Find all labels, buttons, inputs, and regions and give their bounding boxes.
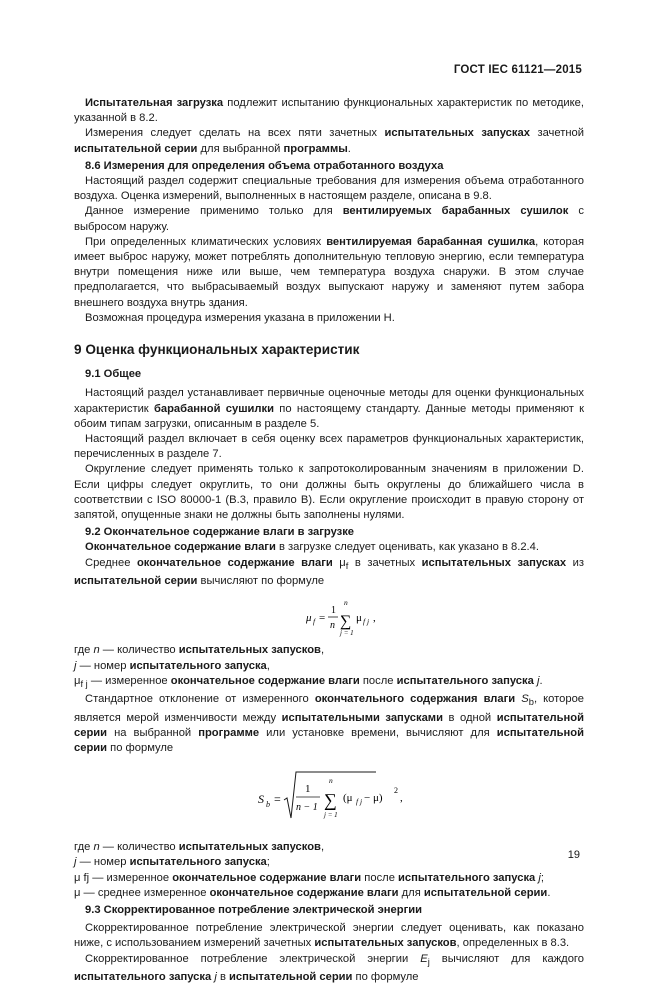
sum-upper: n (329, 776, 333, 786)
formula-lhs: S (258, 792, 264, 807)
formula-lhs-sub: b (266, 800, 270, 810)
standard-code: ГОСТ IEC 61121—2015 (453, 64, 582, 76)
formula-term-sub: f j (363, 617, 370, 627)
where-line: j — номер испытательного запуска; (74, 856, 270, 869)
formula-equals: = (274, 792, 281, 807)
page-body (74, 96, 584, 985)
formula-numerator: 1 (331, 605, 336, 617)
paragraph: Настоящий раздел устанавливает первичные оценочные методы для оценки функциональных характеристик барабанной сушилки по настоящему стандарту. Данные методы применяют к обоим типам загрузки, описанным в разделе 5. (74, 387, 584, 430)
formula-term-rest: − μ) (364, 792, 383, 805)
paragraph: Настоящий раздел содержит специальные требования для измерения объема отработанного воздуха. Оценка измерений, выполненных в настоящем разделе, описана в 9.8. (74, 175, 584, 203)
where-line: μ fj — измеренное окончательное содержание влаги после испытательного запуска j; (74, 871, 544, 884)
formula-exponent: 2 (394, 786, 398, 796)
where-line: где n — количество испытательных запусков, (74, 841, 325, 854)
formula-denominator: n − 1 (296, 802, 318, 814)
section-heading-9-1: 9.1 Общее (85, 368, 142, 381)
formula-term: μ (356, 612, 362, 625)
formula-comma: , (373, 612, 376, 625)
paragraph: При определенных климатических условиях вентилируемая барабанная сушилка, которая имеет выброс наружу, может потреблять дополнительную тепловую энергию, если температура внутри помещения ниже или выше, чем температура воздуха снаружи. В этом случае предполагается, что выбрасываемый воздух выпускают наружу и заменяют путем забора внешнего воздуха внутрь здания. (74, 235, 585, 309)
paragraph: Настоящий раздел включает в себя оценку всех параметров функциональных характеристик, перечисленных в разделе 7. (74, 433, 584, 461)
section-heading-9-3: 9.3 Скорректированное потребление электрической энергии (85, 904, 422, 917)
sum-upper: n (344, 598, 348, 608)
page-number: 19 (567, 849, 580, 861)
paragraph: Испытательная загрузка подлежит испытанию функциональных характеристик по методике, указанной в 8.2. (74, 97, 585, 125)
where-line: j — номер испытательного запуска, (74, 659, 270, 672)
formula-std-deviation (74, 770, 584, 824)
paragraph: Измерения следует сделать на всех пяти зачетных испытательных запусках зачетной испытательной серии для выбранной программы. (74, 127, 584, 155)
formula-mean-moisture (74, 595, 584, 639)
sum-lower: j = 1 (340, 629, 354, 638)
paragraph: Скорректированное потребление электрической энергии следует оценивать, как показано ниже, с использованием измерений зачетных испытательных запусков, определенных в 8.3. (74, 922, 584, 950)
formula-denominator: n (330, 620, 335, 632)
where-line: $\mu_{f j}$ — измеренное окончательное содержание влаги после испытательного запуска j. (74, 674, 543, 689)
paragraph: Возможная процедура измерения указана в приложении Н. (85, 311, 395, 324)
formula-lhs-sub: f (313, 617, 316, 627)
sum-lower: j = 1 (324, 811, 338, 820)
paragraph: Среднее окончательное содержание влаги $\mu_f$ в зачетных испытательных запусках из испытательной серии вычисляют по формуле (74, 556, 584, 588)
paragraph: Стандартное отклонение от измеренного окончательного содержания влаги $S_b$, которое является мерой изменчивости между испытательными запусками в одной испытательной серии на выбранной программе или установке времени, вычисляют для испытательной серии по формуле (74, 693, 585, 755)
sum-sign: ∑ (324, 790, 337, 811)
where-line: где n — количество испытательных запусков, (74, 644, 325, 657)
formula-term: (μ (343, 792, 353, 805)
section-heading-9: 9 Оценка функциональных характеристик (74, 342, 360, 358)
sum-sign: ∑ (340, 613, 352, 631)
section-heading-9-2: 9.2 Окончательное содержание влаги в загрузке (85, 526, 355, 539)
section-heading-8-6: 8.6 Измерения для определения объема отработанного воздуха (85, 159, 444, 172)
paragraph: Округление следует применять только к запротоколированным значениям в приложении D. Если цифры следует округлить, то они должны быть округлены до ближайшего числа в соответствии с ISO 80000-1 (B.3, правило B). Если округление происходит в правую сторону от запятой, опущенные знаки не должны быть заполнены нулями. (74, 463, 584, 522)
formula-equals: = (319, 612, 326, 625)
paragraph: Данное измерение применимо только для вентилируемых барабанных сушилок с выбросом наружу. (74, 205, 585, 233)
formula-lhs: μ (306, 612, 312, 625)
formula-comma: , (400, 792, 403, 805)
paragraph: Скорректированное потребление электрической энергии $E_j$ вычисляют для каждого испытательного запуска j в испытательной серии по формуле (74, 952, 584, 984)
where-line: μ — среднее измеренное окончательное содержание влаги для испытательной серии. (74, 886, 551, 899)
formula-term-sub: f j (356, 797, 363, 807)
formula-numerator: 1 (305, 783, 311, 796)
paragraph: Окончательное содержание влаги в загрузке следует оценивать, как указано в 8.2.4. (85, 541, 539, 554)
